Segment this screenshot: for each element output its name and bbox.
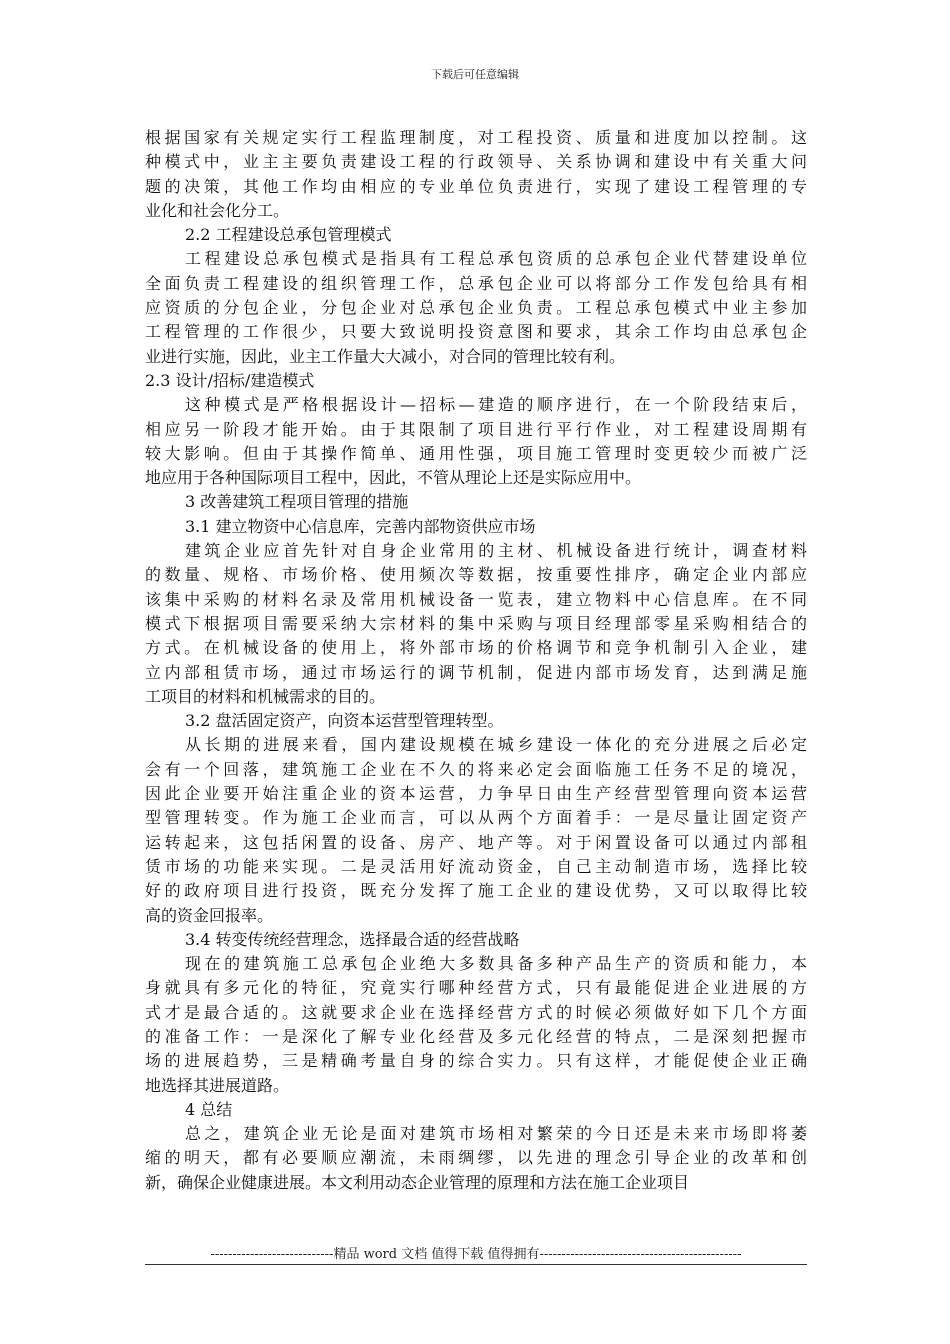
text-line: 立内部租赁市场，通过市场运行的调节机制，促进内部市场发育，达到满足施	[145, 662, 807, 682]
paragraph	[145, 928, 807, 952]
paragraph	[145, 369, 807, 393]
text-line: 运转起来，这包括闲置的设备、房产、地产等。对于闲置设备可以通过内部租	[145, 832, 807, 852]
text-line: 的准备工作：一是深化了解专业化经营及多元化经营的特点，二是深刻把握市	[145, 1026, 807, 1046]
text-line: 3.4 转变传统经营理念，选择最合适的经营战略	[185, 929, 520, 949]
text-line: 式才是最合适的。这就要求企业在选择经营方式的时候必须做好如下几个方面	[145, 1002, 807, 1022]
text-line: 会有一个回落，建筑施工企业在不久的将来必定会面临施工任务不足的境况，	[145, 759, 807, 779]
text-line: 该集中采购的材料名录及常用机械设备一览表，建立物料中心信息库。在不同	[145, 589, 807, 609]
text-line: 地应用于各种国际项目工程中，因此，不管从理论上还是实际应用中。	[145, 468, 642, 488]
text-line: 题的决策，其他工作均由相应的专业单位负责进行，实现了建设工程管理的专	[145, 176, 807, 196]
text-line: 缩的明天，都有必要顺应潮流，未雨绸缪，以先进的理念引导企业的改革和创	[145, 1148, 807, 1168]
text-line: 4 总结	[185, 1099, 233, 1119]
paragraph	[145, 733, 807, 927]
text-line: 较大影响。但由于其操作简单、通用性强，项目施工管理时变更较少而被广泛	[145, 443, 807, 463]
text-line: 好的政府项目进行投资，既充分发挥了施工企业的建设优势，又可以取得比较	[145, 881, 807, 901]
text-line: 场的进展趋势，三是精确考量自身的综合实力。只有这样，才能促使企业正确	[145, 1051, 807, 1071]
text-line: 高的资金回报率。	[145, 905, 274, 925]
text-line: 建筑企业应首先针对自身企业常用的主材、机械设备进行统计，调查材料	[185, 541, 807, 561]
text-line: 型管理转变。作为施工企业而言，可以从两个方面着手：一是尽量让固定资产	[145, 808, 807, 828]
page-footer: ----------------------------精品 word 文档 值得下载 值得拥有----------------------------------------------	[210, 1247, 742, 1262]
text-line: 工程建设总承包模式是指具有工程总承包资质的总承包企业代替建设单位	[185, 249, 807, 269]
text-line: 赁市场的功能来实现。二是灵活用好流动资金，自己主动制造市场，选择比较	[145, 856, 807, 876]
text-line: 总之，建筑企业无论是面对建筑市场相对繁荣的今日还是未来市场即将萎	[185, 1124, 807, 1144]
paragraph	[145, 223, 807, 247]
text-line: 新，确保企业健康进展。本文利用动态企业管理的原理和方法在施工企业项目	[145, 1172, 690, 1192]
paragraph	[145, 709, 807, 733]
paragraph	[145, 247, 807, 368]
paragraph	[145, 126, 807, 223]
text-line: 根据国家有关规定实行工程监理制度，对工程投资、质量和进度加以控制。这	[145, 128, 807, 147]
paragraph	[145, 1098, 807, 1122]
document-body	[145, 126, 807, 1195]
text-line: 现在的建筑施工总承包企业绝大多数具备多种产品生产的资质和能力，本	[185, 954, 807, 974]
text-line: 3.1 建立物资中心信息库，完善内部物资供应市场	[185, 516, 536, 536]
text-line: 种模式中，业主主要负责建设工程的行政领导、关系协调和建设中有关重大问	[145, 152, 807, 172]
text-line: 3.2 盘活固定资产，向资本运营型管理转型。	[185, 711, 504, 731]
text-line: 模式下根据项目需要采纳大宗材料的集中采购与项目经理部零星采购相结合的	[145, 613, 807, 633]
text-line: 应资质的分包企业，分包企业对总承包企业负责。工程总承包模式中业主参加	[145, 298, 807, 318]
text-line: 相应另一阶段才能开始。由于其限制了项目进行平行作业，对工程建设周期有	[145, 419, 807, 439]
text-line: 2.3 设计/招标/建造模式	[145, 370, 315, 390]
paragraph	[145, 393, 807, 490]
text-line: 2.2 工程建设总承包管理模式	[185, 225, 392, 245]
paragraph	[145, 539, 807, 709]
page-header: 下载后可任意编辑	[431, 68, 519, 81]
text-line: 地选择其进展道路。	[145, 1075, 290, 1095]
footer-rule	[145, 1264, 807, 1265]
text-line: 身就具有多元化的特征，究竟实行哪种经营方式，只有最能促进企业进展的方	[145, 978, 807, 998]
text-line: 工程管理的工作很少，只要大致说明投资意图和要求，其余工作均由总承包企	[145, 322, 807, 342]
paragraph	[145, 515, 807, 539]
text-line: 从长期的进展来看，国内建设规模在城乡建设一体化的充分进展之后必定	[185, 735, 807, 755]
text-line: 工项目的材料和机械需求的目的。	[145, 686, 386, 706]
text-line: 方式。在机械设备的使用上，将外部市场的价格调节和竞争机制引入企业，建	[145, 638, 807, 658]
text-line: 因此企业要开始注重企业的资本运营，力争早日由生产经营型管理向资本运营	[145, 784, 807, 804]
text-line: 的数量、规格、市场价格、使用频次等数据，按重要性排序，确定企业内部应	[145, 565, 807, 585]
paragraph	[145, 1122, 807, 1195]
paragraph	[145, 952, 807, 1098]
text-line: 这种模式是严格根据设计—招标—建造的顺序进行，在一个阶段结束后，	[185, 395, 807, 415]
text-line: 业进行实施，因此，业主工作量大大减小，对合同的管理比较有利。	[145, 346, 626, 366]
text-line: 全面负责工程建设的组织管理工作，总承包企业可以将部分工作发包给具有相	[145, 273, 807, 293]
text-line: 业化和社会化分工。	[145, 200, 290, 220]
text-line: 3 改善建筑工程项目管理的措施	[185, 492, 409, 512]
paragraph	[145, 490, 807, 514]
